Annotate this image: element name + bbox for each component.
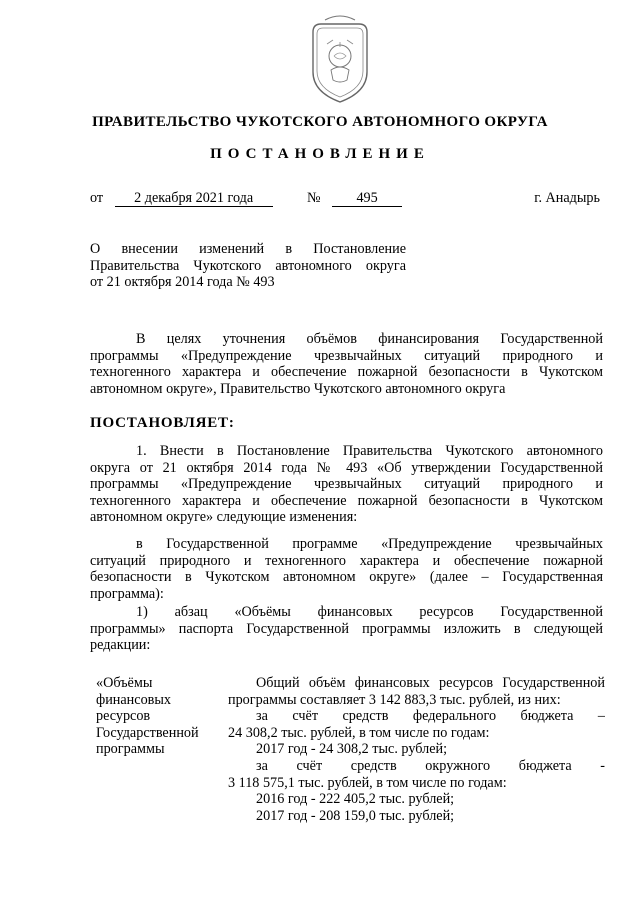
item-1-sub-paragraph — [90, 536, 603, 602]
subject-line: от 21 октября 2014 года № 493 — [90, 274, 275, 291]
coat-of-arms-emblem — [303, 14, 377, 106]
table-right-line: за счёт средств федерального бюджета – — [256, 708, 605, 725]
table-left-line: Государственной — [96, 724, 199, 741]
table-right-line: 2017 год - 24 308,2 тыс. рублей; — [256, 741, 448, 758]
city: г. Анадырь — [534, 190, 600, 206]
item-1-sub-line: безопасности в Чукотском автономном округе» (далее – Государственная — [90, 569, 603, 586]
table-left-cell — [96, 675, 224, 758]
item-1-1-line: программы» паспорта Государственной программы изложить в следующей — [90, 620, 603, 637]
table-right-line: Общий объём финансовых ресурсов Государственной — [256, 675, 605, 691]
preamble-line: В целях уточнения объёмов финансирования Государственной — [136, 331, 603, 347]
item-1-line: программы «Предупреждение чрезвычайных ситуаций природного и — [90, 476, 603, 493]
item-1-line: 1. Внести в Постановление Правительства Чукотского автономного — [136, 443, 603, 459]
subject-block — [90, 241, 406, 291]
table-right-line: 2017 год - 208 159,0 тыс. рублей; — [256, 807, 455, 824]
item-1-sub-line: в Государственной программе «Предупреждение чрезвычайных — [136, 536, 603, 552]
table-left-line: «Объёмы — [96, 675, 153, 691]
item-1-line: автономном округе» следующие изменения: — [90, 509, 358, 526]
document-type-title: ПОСТАНОВЛЕНИЕ — [210, 146, 430, 162]
date-line — [90, 190, 273, 207]
table-right-line: 2016 год - 222 405,2 тыс. рублей; — [256, 791, 455, 808]
item-1-line: округа от 21 октября 2014 года № 493 «Об утверждении Государственной — [90, 459, 603, 476]
from-label: от — [90, 190, 104, 206]
number-label: № — [307, 190, 321, 206]
item-1-1-line: редакции: — [90, 637, 151, 654]
preamble-line: программы «Предупреждение чрезвычайных ситуаций природного и — [90, 347, 603, 364]
subject-line: Правительства Чукотского автономного округа — [90, 257, 406, 274]
item-1-paragraph — [90, 443, 603, 526]
item-1-1-paragraph — [90, 604, 603, 654]
preamble-paragraph — [90, 331, 603, 397]
item-1-1-line: 1) абзац «Объёмы финансовых ресурсов Государственной — [136, 604, 603, 620]
government-title: ПРАВИТЕЛЬСТВО ЧУКОТСКОГО АВТОНОМНОГО ОКРУГА — [92, 114, 548, 130]
table-right-cell — [228, 675, 605, 824]
document-number: 495 — [332, 191, 402, 207]
table-left-line: финансовых — [96, 691, 171, 708]
resolves-heading: ПОСТАНОВЛЯЕТ: — [90, 415, 235, 431]
item-1-sub-line: ситуаций природного и техногенного характера и обеспечение пожарной — [90, 552, 603, 569]
document-date: 2 декабря 2021 года — [115, 191, 273, 207]
number-line — [307, 190, 402, 207]
item-1-line: техногенного характера и обеспечение пожарной безопасности в Чукотском — [90, 492, 603, 509]
subject-line: О внесении изменений в Постановление — [90, 241, 406, 257]
table-right-line: за счёт средств окружного бюджета - — [256, 757, 605, 774]
table-right-line: 3 118 575,1 тыс. рублей, в том числе по годам: — [228, 774, 507, 791]
preamble-line: техногенного характера и обеспечение пожарной безопасности в Чукотском — [90, 364, 603, 381]
table-right-line: 24 308,2 тыс. рублей, в том числе по годам: — [228, 724, 490, 741]
table-right-line: программы составляет 3 142 883,3 тыс. рублей, из них: — [228, 691, 561, 708]
table-left-line: программы — [96, 741, 165, 758]
preamble-line: автономном округе», Правительство Чукотского автономного округа — [90, 380, 506, 397]
item-1-sub-line: программа): — [90, 585, 164, 602]
table-left-line: ресурсов — [96, 708, 151, 725]
